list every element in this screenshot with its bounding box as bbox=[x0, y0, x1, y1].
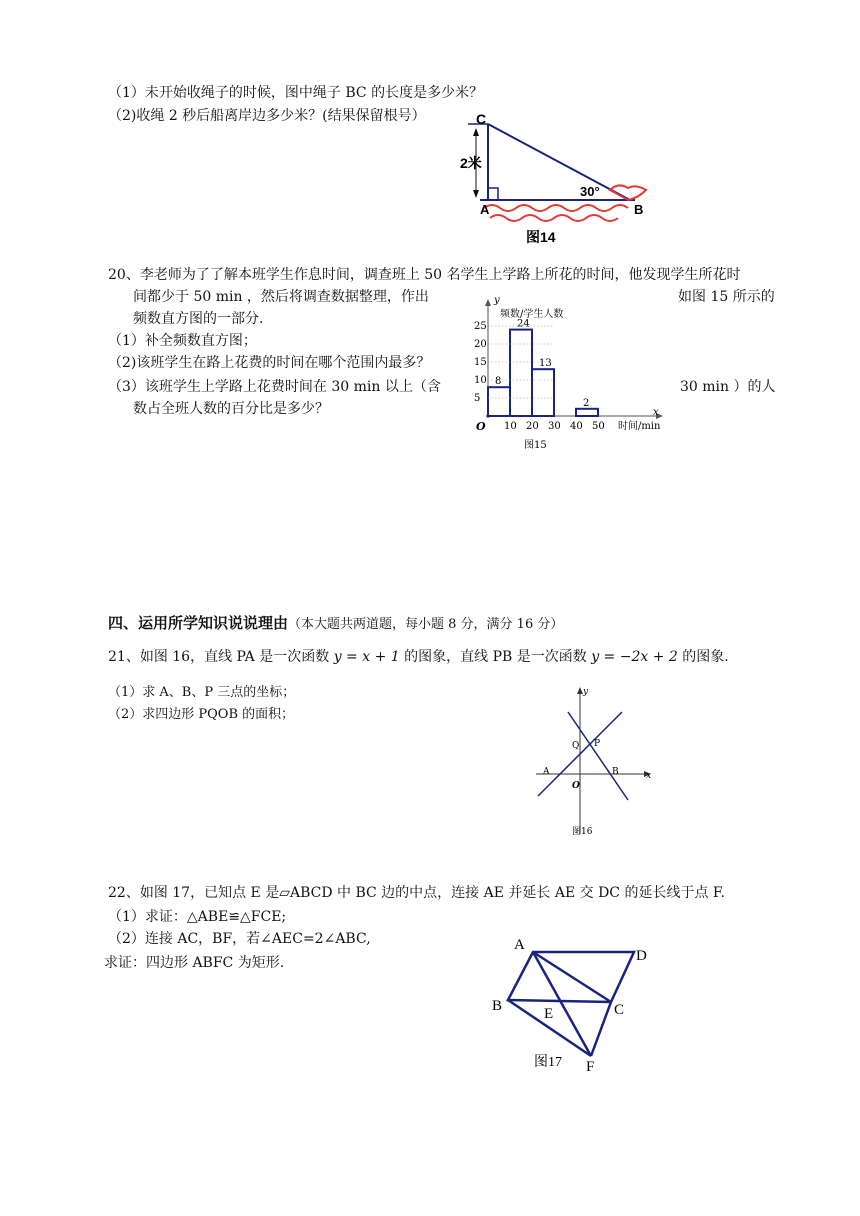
hist-ytick: 5 bbox=[474, 393, 481, 404]
hist-ytick: 15 bbox=[474, 357, 487, 368]
fig14-label-b: B bbox=[634, 202, 644, 217]
q19-part1: （1）未开始收绳子的时候，图中绳子 BC 的长度是多少米？ bbox=[108, 85, 484, 101]
section4-note: （本大题共两道题，每小题 8 分，满分 16 分） bbox=[288, 617, 564, 632]
fig17-a: A bbox=[514, 937, 525, 953]
hist-ylabel: 频数/学生人数 bbox=[500, 309, 564, 320]
q21-part2: （2）求四边形 PQOB 的面积； bbox=[108, 707, 295, 722]
fig16-x: x bbox=[646, 771, 652, 781]
q21-line1a: 21、如图 16，直线 PA 是一次函数 bbox=[108, 649, 330, 665]
hist-x-letter: x bbox=[653, 407, 659, 418]
hist-ytick: 10 bbox=[474, 375, 487, 386]
figure-17 bbox=[486, 932, 658, 1074]
q22-part2: （2）连接 AC，BF，若∠AEC=2∠ABC, bbox=[108, 931, 371, 947]
fig17-caption: 图17 bbox=[534, 1055, 562, 1070]
hist-bar-label: 8 bbox=[495, 376, 502, 388]
hist-xlabel: 时间/min bbox=[618, 421, 661, 432]
hist-caption: 图15 bbox=[524, 440, 547, 451]
fig17-d: D bbox=[636, 948, 647, 964]
q21-eq2: y = −2x + 2 bbox=[591, 649, 678, 665]
q20-line2a: 间都少于 50 min ，然后将调查数据整理，作出 bbox=[133, 289, 429, 305]
q21-line1b: 的图象，直线 PB 是一次函数 bbox=[404, 649, 587, 665]
q22-part1: （1）求证：△ABE≌△FCE; bbox=[108, 909, 287, 925]
fig17-c: C bbox=[614, 1002, 625, 1018]
q20-line3: 频数直方图的一部分. bbox=[133, 311, 264, 327]
fig17-e: E bbox=[544, 1006, 554, 1022]
section4-heading bbox=[108, 614, 563, 634]
histogram-figure-15 bbox=[470, 296, 670, 452]
q20-part2: （2)该班学生在路上花费的时间在哪个范围内最多？ bbox=[108, 355, 431, 371]
hist-ytick: 25 bbox=[474, 321, 487, 332]
fig16-a: A bbox=[543, 767, 550, 777]
fig16-b: B bbox=[612, 767, 619, 777]
hist-bar-label: 24 bbox=[517, 318, 530, 330]
q19-part2: （2)收绳 2 秒后船离岸边多少米？(结果保留根号） bbox=[108, 108, 426, 124]
q20-part3b: 30 min ）的人 bbox=[680, 379, 776, 395]
figure-14 bbox=[460, 110, 670, 250]
section4-title: 四、运用所学知识说说理由 bbox=[108, 614, 289, 632]
q20-part1: （1）补全频数直方图； bbox=[108, 333, 257, 349]
q21-line1 bbox=[108, 648, 729, 666]
hist-xtick: 40 bbox=[570, 421, 583, 432]
fig14-label-c: C bbox=[476, 111, 487, 127]
figure-16 bbox=[530, 684, 660, 840]
fig16-q: Q bbox=[572, 741, 580, 751]
q21-line1c: 的图象. bbox=[682, 649, 729, 665]
fig17-f: F bbox=[586, 1059, 595, 1074]
hist-y-letter: y bbox=[494, 296, 500, 306]
q22-part3: 求证：四边形 ABFC 为矩形. bbox=[104, 955, 285, 971]
hist-bar-label: 2 bbox=[583, 397, 590, 409]
hist-xtick: 20 bbox=[526, 421, 539, 432]
q20-part3c: 数占全班人数的百分比是多少？ bbox=[133, 401, 329, 417]
hist-xtick: 50 bbox=[592, 421, 605, 432]
hist-bar bbox=[488, 387, 510, 416]
hist-xtick: 10 bbox=[504, 421, 517, 432]
q20-line2b: 如图 15 所示的 bbox=[678, 289, 775, 305]
hist-ytick: 20 bbox=[474, 339, 487, 350]
fig14-angle: 30° bbox=[580, 184, 600, 199]
q20-part3a: （3）该班学生上学路上花费时间在 30 min 以上（含 bbox=[108, 379, 441, 395]
hist-bar bbox=[510, 330, 532, 416]
q21-eq1: y = x + 1 bbox=[333, 649, 400, 665]
q22-line1: 22、如图 17，已知点 E 是▱ABCD 中 BC 边的中点，连接 AE 并延长 AE 交 DC 的延长线于点 F. bbox=[108, 885, 725, 901]
fig14-height: 2米 bbox=[460, 155, 482, 171]
q21-part1: （1）求 A、B、P 三点的坐标； bbox=[108, 685, 296, 700]
fig16-p: P bbox=[594, 739, 601, 749]
fig16-caption: 图16 bbox=[572, 827, 593, 837]
fig14-label-a: A bbox=[480, 202, 490, 217]
hist-y-arrow bbox=[485, 299, 491, 306]
fig14-caption: 图14 bbox=[526, 229, 556, 245]
hist-bar-label: 13 bbox=[539, 358, 552, 370]
fig16-y: y bbox=[583, 687, 589, 697]
hist-bar bbox=[532, 369, 554, 416]
fig17-b: B bbox=[492, 998, 503, 1014]
hist-bar bbox=[576, 409, 598, 416]
hist-xtick: 30 bbox=[548, 421, 561, 432]
hist-origin: O bbox=[476, 420, 486, 433]
fig16-o: O bbox=[572, 781, 580, 791]
q20-line1: 20、李老师为了了解本班学生作息时间，调查班上 50 名学生上学路上所花的时间，他发现学生所花时 bbox=[108, 267, 741, 283]
